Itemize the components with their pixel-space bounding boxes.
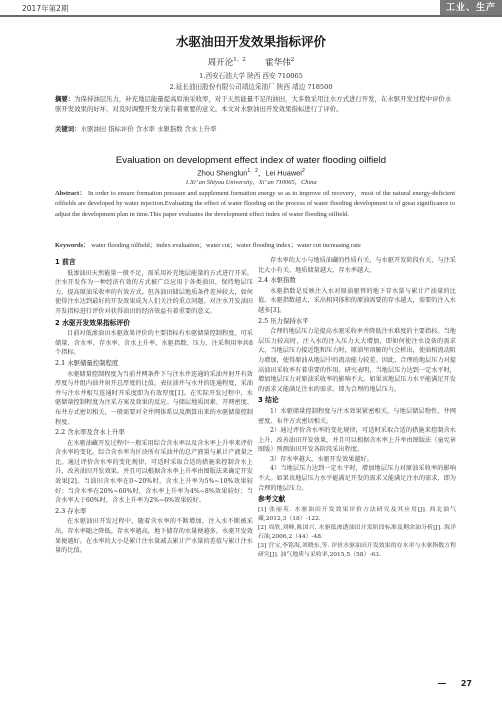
page-number-rule [438, 683, 446, 684]
abstract-en-label: Abstract： [55, 190, 87, 197]
author-2-mark: 2 [290, 57, 295, 63]
subsection-heading: 2.5 压力保持水平 [258, 316, 309, 325]
keywords-label: 关键词： [55, 125, 81, 133]
abstract-text: 为保持油层压力，补充地层能量提高原油采收率，对于天然能量不足的油田，大多数采用注水方式进行开发，在水驱开发过程中评价水驱开发效果的好坏，对及时调整开发方案有着重要的意义。本文对水驱油田开发效果指标进行了评价。 [55, 95, 452, 113]
section-tab: 工业、生产 [440, 0, 502, 17]
authors-cn [0, 55, 502, 68]
subsection-heading: 2.2 含水率及含水上升率 [55, 428, 125, 437]
author-1-mark: 1、2 [233, 57, 246, 63]
keywords-text: 水驱油田 指标评价 含水率 水驱指数 含水上升率 [80, 125, 217, 133]
keywords-en-label: Keywords： [55, 242, 90, 249]
affiliation-en: 1.Xi’ an Shiyou University，Xi’ an 710065，China [185, 179, 317, 186]
reference-item: [1] 张丽英. 水驱油田开发效果评价方法研究及其应用[J]. 西北油气藏,2012,3（18）-122. [258, 506, 456, 522]
body-paragraph: 水驱储量控制程度为当前井网条件下与注水井连通的采油井射开有效厚度与井组内油井射开总厚度的比值。表征油井与水井的连通程度，采油井与注水井相互连通时开采度即为有效厚度[1]。在实际开发过程中，水驱储量控制程度为注采方案及效果的反应。与储层地质因素、开网密度、布井方式密切相关，一般需要对全井网体系以及测算出来的水驱储量控制程度。 [55, 370, 253, 426]
keywords-cn [55, 124, 455, 133]
body-paragraph: 4）当地层压力达到一定水平时，增加地层压力对原油采收率的影响不大。如果该地层压力水平能满足开发的需求又能满足注水的需求，即为合理的地层压力。 [258, 465, 456, 492]
issue-label: 2017年第2期 [22, 4, 69, 13]
header-rule [0, 15, 502, 17]
author-en-1: Zhou Shenglun [197, 168, 248, 178]
author-1: 周开沦 [207, 57, 234, 68]
author-2: 霍华伟 [265, 57, 291, 68]
reference-item: [2] 周欣,刘峰,陈国兴. 水驱低渗透油田开发阶段标准及剩余油分析[J]. 海洋石油,2006,2（44）-48. [258, 524, 456, 540]
affiliation-1: 1.西安石油大学 陕西 西安 710065 [199, 72, 303, 80]
abstract-cn [55, 94, 455, 114]
article-title-en: Evaluation on development effect index of water flooding oilfield [115, 155, 387, 166]
page-number: 27 [460, 679, 472, 688]
body-paragraph: 1）水驱储量控制程度与注水效果紧密相关，与地层储层物性、井网密度、布井方式密切相关。 [258, 407, 456, 425]
section-heading: 1 前言 [55, 258, 76, 266]
reference-item: [3] 宫宝,李铭海,刘晓东,等. 评价水驱油田开发效果的存水率与水驱指数方程研究[J]. 油气地质与采收率,2015,5（58）-63. [258, 542, 456, 558]
body-column-left [55, 256, 253, 556]
section-heading: 参考文献 [258, 495, 286, 504]
body-paragraph: 2）通过评价含水率的变化规律，可适时采取合适的措施来控制含水上升，改善油田开发效果，并且可以根据含水率上升率由图版法（童宪章图版）预测油田开发各阶段采出程度。 [258, 427, 456, 454]
article-title-cn: 水驱油田开发效果指标评价 [175, 34, 326, 49]
body-paragraph: 在水驱油藏开发过程中一般采用综合含水率以及含水率上升率来评价含水率的变化。综合含水率为区块所有采油井的总产液量与累计产液量之比。通过评价含水率的变化规律，可适时采取合适的措施来控制含水上升，改善油田开发效果。并且可以根据含水率上升率由图版法来确定开发效果[2]。当油田含水率在0~20%时，含水上升率为5%~10%效果较好；当含水率在20%~60%时，含水率上升率为4%~8%效果较好；当含水率大于60%时，含水上升率为2%~6%效果较好。 [55, 439, 253, 505]
body-paragraph: 水驱指数是反映注入水对原油驱替的地下存水量与累计产油量的比值。水驱指数越大，采出相同体积的原油需要的存水越大，需要的注入水越多[3]。 [258, 287, 456, 314]
body-paragraph: 存水率的大小与地质油藏的性质有关，与水驱开发阶段有关，与注采比大小有关。地质储量越大，存水率越大。 [258, 257, 456, 274]
authors-en: Zhou Shenglun$^{1、2}$，Lei Huawei$^2$ [197, 168, 305, 178]
subsection-heading: 2.4 水驱指数 [258, 276, 296, 285]
body-paragraph: 合理的地层压力是提高水驱采收率并降低注水难度的主要指标。当地层压力较高时，注入水的注入压力大大增加，即如何使注水设备的需求大，当地层压力接近饱和压力时，原油里溶解的气会析出，使油相流动阻力增加，使得原油从地层中的流动能力较差。因此，合理的地层压力对提高油田采收率有着重要的作用。研究表明，当地层压力达到一定水平时，增加地层压力对原油采收率的影响不大。如果该地层压力水平能满足开发的需求又能满足注水的需求，即为合理的地层压力。 [258, 328, 456, 393]
subsection-heading: 2.1 水驱储量控制程度 [55, 358, 119, 367]
body-paragraph: 3）存水率越大，水驱开发效果越好。 [270, 455, 373, 463]
abstract-en-text: In order to ensure formation pressure and supplement formation energy so as to improve oil recovery，most of the natural energy-deficient oilfields are developed by water injection.Evaluating the effect of water flooding on the process of water flooding development is of great significance to adjust the development plan in time.This paper evaluates the development effect index of water flooding oilfield. [55, 190, 456, 218]
author-en-2: Lei Huawei [265, 168, 302, 178]
subsection-heading: 2.3 存水率 [55, 506, 87, 515]
body-column-right [258, 256, 456, 560]
abstract-label: 摘要： [55, 95, 75, 103]
section-heading: 3 结论 [258, 396, 279, 405]
body-paragraph: 目前对低渗油田水驱效果评价的主要指标有水驱储量控制程度、可采储量、含水率、存水率、含水上升率、水驱指数、压力、注采利用率共8个指标。 [55, 330, 253, 357]
body-paragraph: 低渗油田天然能量一般不足，需采用补充地层能量的方式进行开采。注水开发作为一种经济有效的方式被广泛应用于各类油田，保持地层压力，提高原油采收率的有效方式。但各油田储层地质条件差异较大，如何使得注水达到最好的开发效果成为人们关注的重点问题。对注水开发油田开发指标进行评价对获得油田的经济效益有着重要的意义。 [55, 269, 253, 315]
abstract-en [55, 189, 455, 220]
affiliation-2: 2.延长油田股份有限公司靖边采油厂 陕西 靖边 718500 [169, 83, 333, 91]
journal-header [0, 0, 502, 20]
keywords-en [55, 240, 455, 249]
keywords-en-text: water flooding oilfield；index evaluation；water cut；water flooding index；water cut increasing rate [91, 242, 361, 249]
section-heading: 2 水驱开发效果指标评价 [55, 318, 131, 327]
body-paragraph: 在水驱油田开发过程中，随着含水率的不断增加，注入水不断被采出，存水率随之降低。存水率越高，地下储存的水量便越多，水驱开发效果便越好。在水率的大小是累计注水量减去累计产水量的差值与累计注水量的比值。 [55, 518, 253, 555]
